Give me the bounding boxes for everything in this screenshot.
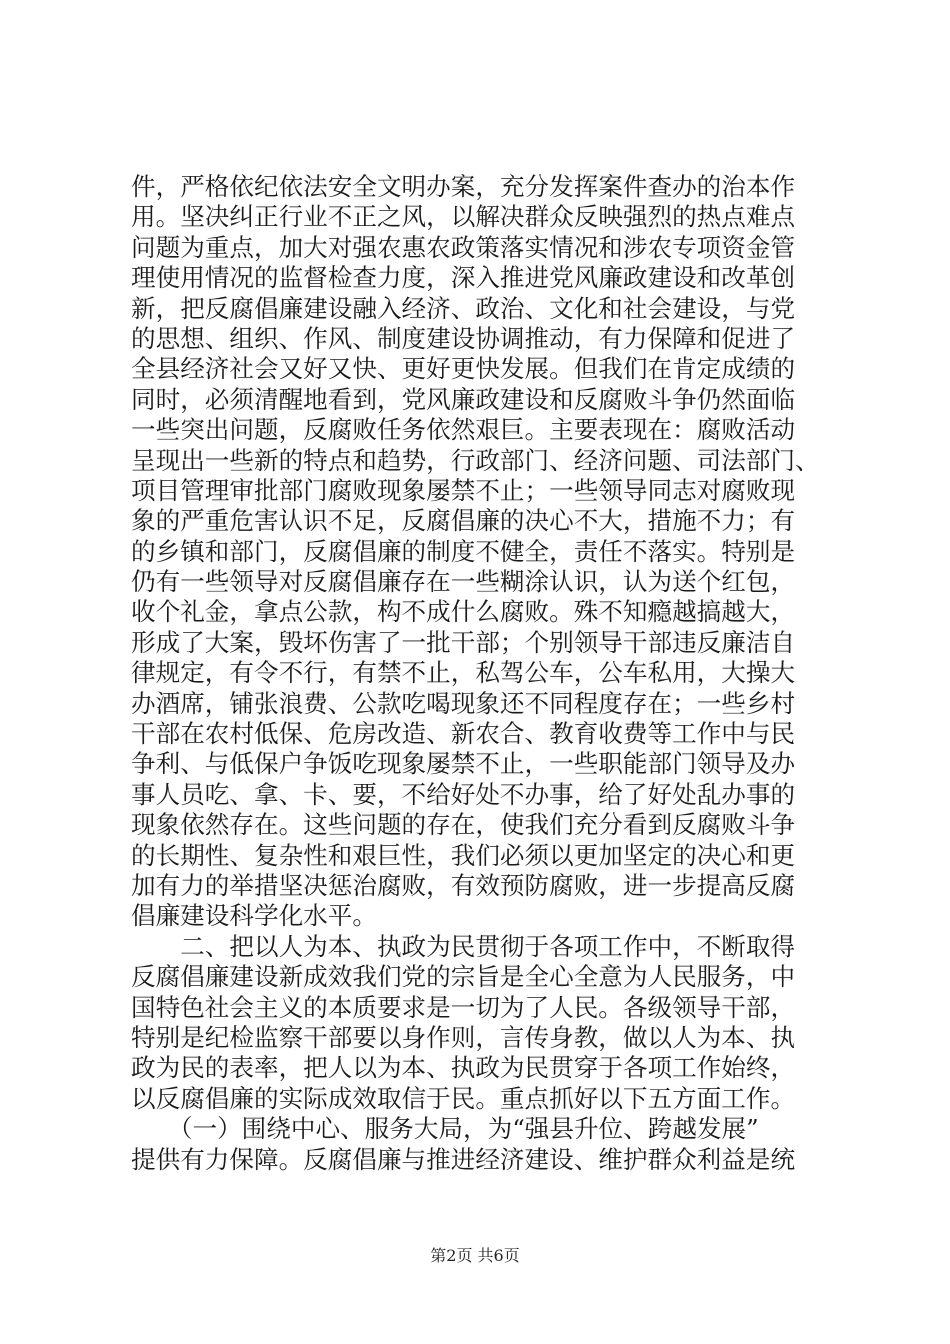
text-line: （一）围绕中心、服务大局，为“强县升位、跨越发展”: [131, 1114, 759, 1144]
text-line: 收个礼金，拿点公款，构不成什么腐败。殊不知瘾越搞越大，: [131, 597, 796, 627]
text-line: 干部在农村低保、危房改造、新农合、教育收费等工作中与民: [131, 719, 796, 749]
page-footer: 第2页 共6页: [430, 1246, 520, 1265]
text-line: 全县经济社会又好又快、更好更快发展。但我们在肯定成绩的: [131, 354, 796, 384]
text-line: 倡廉建设科学化水平。: [131, 901, 377, 931]
text-line: 加有力的举措坚决惩治腐败，有效预防腐败，进一步提高反腐: [131, 870, 796, 900]
text-line: 象的严重危害认识不足，反腐倡廉的决心不大，措施不力；有: [131, 506, 796, 536]
text-line: 的乡镇和部门，反腐倡廉的制度不健全，责任不落实。特别是: [131, 536, 796, 566]
text-line: 的长期性、复杂性和艰巨性，我们必须以更加坚定的决心和更: [131, 840, 796, 870]
text-line: 政为民的表率，把人以为本、执政为民贯穿于各项工作始终，: [131, 1053, 796, 1083]
text-line: 新，把反腐倡廉建设融入经济、政治、文化和社会建设，与党: [131, 293, 796, 323]
text-line: 特别是纪检监察干部要以身作则，言传身教，做以人为本、执: [131, 1022, 796, 1052]
document-body: [131, 172, 831, 1175]
text-line: 的思想、组织、作风、制度建设协调推动，有力保障和促进了: [131, 323, 796, 353]
text-line: 一些突出问题，反腐败任务依然艰巨。主要表现在：腐败活动: [131, 415, 796, 445]
text-line: 形成了大案，毁坏伤害了一批干部；个别领导干部违反廉洁自: [131, 627, 796, 657]
text-line: 反腐倡廉建设新成效我们党的宗旨是全心全意为人民服务，中: [131, 962, 796, 992]
text-line: 件，严格依纪依法安全文明办案，充分发挥案件查办的治本作: [131, 172, 796, 201]
text-line: 仍有一些领导对反腐倡廉存在一些糊涂认识，认为送个红包，: [131, 567, 796, 597]
text-line: 现象依然存在。这些问题的存在，使我们充分看到反腐败斗争: [131, 810, 796, 840]
text-line: 办酒席，铺张浪费、公款吃喝现象还不同程度存在；一些乡村: [131, 688, 796, 718]
text-line: 律规定，有令不行，有禁不止，私驾公车，公车私用，大操大: [131, 658, 796, 688]
text-line: 事人员吃、拿、卡、要，不给好处不办事，给了好处乱办事的: [131, 779, 796, 809]
text-line: 理使用情况的监督检查力度，深入推进党风廉政建设和改革创: [131, 263, 796, 293]
text-line: 用。坚决纠正行业不正之风，以解决群众反映强烈的热点难点: [131, 202, 796, 232]
text-line: 以反腐倡廉的实际成效取信于民。重点抓好以下五方面工作。: [131, 1083, 796, 1113]
text-line: 问题为重点，加大对强农惠农政策落实情况和涉农专项资金管: [131, 232, 796, 262]
text-line: 国特色社会主义的本质要求是一切为了人民。各级领导干部，: [131, 992, 796, 1022]
text-line: 项目管理审批部门腐败现象屡禁不止；一些领导同志对腐败现: [131, 475, 796, 505]
text-line: 同时，必须清醒地看到，党风廉政建设和反腐败斗争仍然面临: [131, 384, 796, 414]
text-line: 争利、与低保户争饭吃现象屡禁不止，一些职能部门领导及办: [131, 749, 796, 779]
text-line: 二、把以人为本、执政为民贯彻于各项工作中，不断取得: [131, 931, 796, 961]
text-line: 提供有力保障。反腐倡廉与推进经济建设、维护群众利益是统: [131, 1144, 796, 1174]
text-line: 呈现出一些新的特点和趋势，行政部门、经济问题、司法部门、: [131, 445, 820, 475]
